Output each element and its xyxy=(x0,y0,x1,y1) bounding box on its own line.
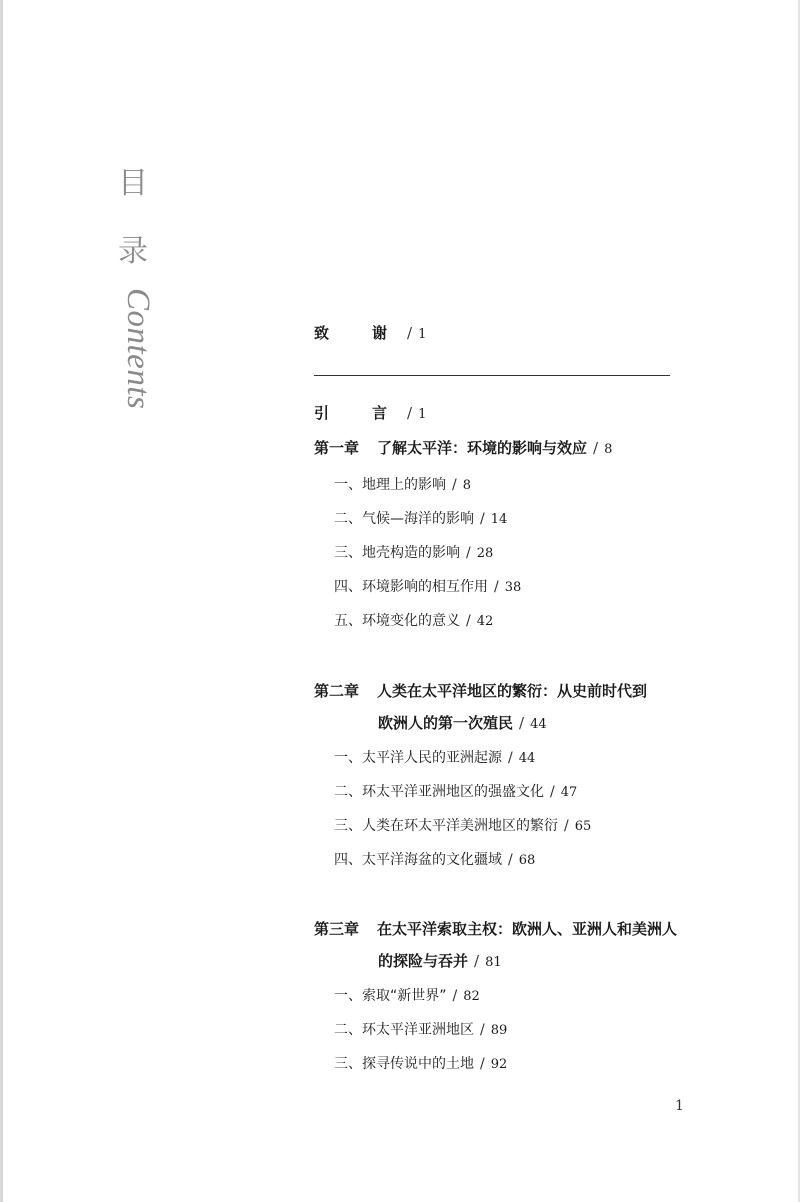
toc-section[interactable]: 二、环太平洋亚洲地区的强盛文化 / 47 xyxy=(334,784,578,800)
toc-section[interactable]: 三、探寻传说中的土地 / 92 xyxy=(334,1056,508,1072)
toc-section[interactable]: 一、太平洋人民的亚洲起源 / 44 xyxy=(334,750,536,766)
toc-section[interactable]: 二、环太平洋亚洲地区 / 89 xyxy=(334,1022,508,1038)
toc-chapter-1[interactable]: 第一章 了解太平洋：环境的影响与效应 / 8 xyxy=(314,439,613,457)
page-edge-left xyxy=(0,0,3,1202)
heading-char-mu: 目 xyxy=(118,166,148,201)
toc-section[interactable]: 一、索取“新世界” / 82 xyxy=(334,988,480,1004)
toc-acknowledgments[interactable]: 致 谢 / 1 xyxy=(314,324,427,342)
contents-heading-chinese xyxy=(118,150,148,286)
toc-section[interactable]: 四、太平洋海盆的文化疆域 / 68 xyxy=(334,852,536,868)
contents-heading-english xyxy=(108,288,158,428)
toc-section[interactable]: 四、环境影响的相互作用 / 38 xyxy=(334,579,522,595)
toc-chapter-3[interactable]: 第三章 在太平洋索取主权：欧洲人、亚洲人和美洲人 xyxy=(314,920,678,938)
toc-chapter-3-continued[interactable]: 的探险与吞并 / 81 xyxy=(378,952,502,970)
toc-section[interactable]: 一、地理上的影响 / 8 xyxy=(334,477,471,493)
toc-section[interactable]: 三、地壳构造的影响 / 28 xyxy=(334,545,494,561)
toc-chapter-2[interactable]: 第二章 人类在太平洋地区的繁衍：从史前时代到 xyxy=(314,682,648,700)
toc-introduction[interactable]: 引 言 / 1 xyxy=(314,404,427,422)
toc-chapter-2-continued[interactable]: 欧洲人的第一次殖民 / 44 xyxy=(378,714,547,732)
toc-section[interactable]: 三、人类在环太平洋美洲地区的繁衍 / 65 xyxy=(334,818,592,834)
page-number: 1 xyxy=(675,1098,684,1114)
heading-english-text: Contents xyxy=(120,288,156,410)
heading-char-lu: 录 xyxy=(118,234,148,269)
toc-section[interactable]: 二、气候—海洋的影响 / 14 xyxy=(334,511,508,527)
toc-section[interactable]: 五、环境变化的意义 / 42 xyxy=(334,613,494,629)
horizontal-rule xyxy=(314,375,670,376)
